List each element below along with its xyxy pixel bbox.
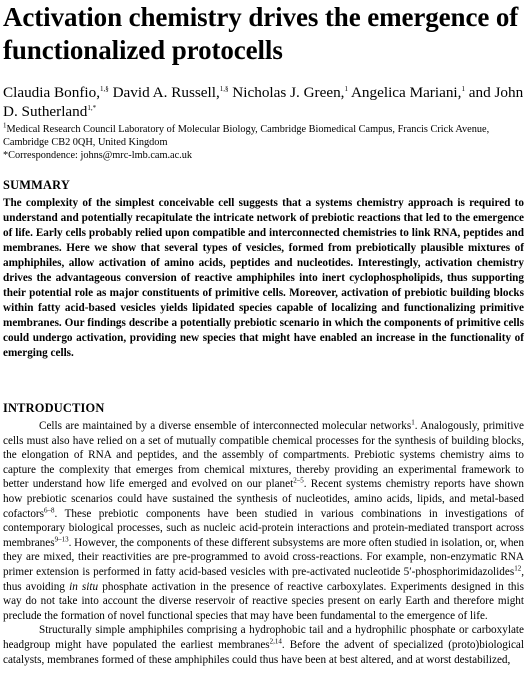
intro-paragraph-1 (3, 419, 524, 623)
summary-text: The complexity of the simplest conceivable cell suggests that a systems chemistry approach is required to understand and potentially recapitulate the intricate network of prebiotic reactions that led to the emergence of life. Early cells probably relied upon compatible and interconnected chemistries to link RNA, peptides and membranes. Here we show that several types of vesicles, formed from prebiotically plausible mixtures of amphiphiles, allow activation of amino acids, peptides and nucleotides. Interestingly, activation chemistry drives the advantageous conversion of reactive amphiphiles into inert cyclophospholipids, thus supporting their potential role as major constituents of primitive cells. Moreover, activation of prebiotic building blocks within fatty acid-based vesicles yields lipidated species capable of localizing and functionalizing primitive membranes. Our findings describe a potentially prebiotic scenario in which the components of primitive cells could undergo activation, providing new species that might have enabled an increase in the functionality of emerging cells. (3, 197, 524, 359)
text-run: , thus avoiding (3, 565, 524, 593)
summary-heading: SUMMARY (3, 178, 71, 192)
text-run: . However, the components of these different subsystems are more often studied in isolation, or, when they are mixed, their reactivities are pre-programmed to avoid cross-reactions. For example, non-enzymatic RNA primer extension is performed in fatty acid-based vesicles with pre-activated nucleotide 5′-phosphorimidazolides (3, 536, 524, 578)
introduction-body (3, 419, 524, 667)
author-list (3, 83, 524, 121)
author-name: Claudia Bonfio, (3, 84, 101, 101)
affiliation-marker: 1 (3, 121, 7, 130)
text-run: . Analogously, primitive cells must also have relied on a set of mutually compatible chemical processes for the synthesis of building blocks, the elongation of RNA and peptides, and the assembly of compartments. Prebiotic systems chemistry aims to capture the complexity that emerges from chemical mixtures, thereby providing an experimental framework to better understand how life emerged and evolved on our planet (3, 420, 524, 491)
introduction-heading: INTRODUCTION (3, 401, 105, 415)
citation-superscript: 12 (514, 564, 522, 573)
author-affiliation-marker: 1 (461, 84, 465, 93)
citation-superscript: 1 (411, 418, 415, 427)
intro-paragraph-2 (3, 623, 524, 667)
author-name: David A. Russell, (112, 84, 220, 101)
correspondence: *Correspondence: johns@mrc-lmb.cam.ac.uk (3, 150, 193, 161)
text-run: . Recent systems chemistry reports have shown how prebiotic scenarios could have sustained the synthesis of nucleotides, amino acids, lipids, and metal-based cofactors (3, 478, 524, 520)
author-name: Nicholas J. Green, (232, 84, 345, 101)
author-name: John D. Sutherland (3, 84, 524, 120)
text-run: Cells are maintained by a diverse ensemble of interconnected molecular networks (39, 420, 412, 432)
affiliation (3, 123, 524, 149)
citation-superscript: 2–5 (293, 476, 304, 485)
text-run: phosphate activation in the presence of reactive carboxylates. Experiments designed in this way do not take into account the diverse reservoir of reactive species present on early Earth and therefore might preclude the formation of novel functional species that may have been fundamental to the emergence of life. (3, 580, 524, 622)
text-run: . Before the advent of specialized (proto)biological catalysts, membranes formed of these amphiphiles could thus have been at best altered, and at worst destabilized, (3, 638, 524, 666)
citation-superscript: 6–8 (44, 505, 55, 514)
affiliation-text: Medical Research Council Laboratory of Molecular Biology, Cambridge Biomedical Campus, Francis Crick Avenue, Cambridge CB2 0QH, United Kingdom (3, 124, 490, 148)
author-name: Angelica Mariani, (350, 84, 462, 101)
text-run: Structurally simple amphiphiles comprising a hydrophobic tail and a hydrophilic phosphate or carboxylate headgroup might have populated the earliest membranes (3, 624, 524, 651)
paper-title: Activation chemistry drives the emergence of functionalized protocells (3, 2, 519, 65)
citation-superscript: 9–13 (54, 535, 69, 544)
italic-text: in situ (69, 580, 99, 593)
citation-superscript: 2,14 (269, 637, 282, 646)
author-separator: and (464, 84, 495, 101)
author-affiliation-marker: 1,§ (219, 84, 229, 93)
author-affiliation-marker: 1,* (87, 103, 97, 112)
text-run: . These prebiotic components have been studied in various combinations in investigations of contemporary biological processes, such as nucleic acid-protein interactions and protein-mediated transport across membranes (3, 507, 524, 549)
author-affiliation-marker: 1,§ (100, 84, 109, 93)
author-affiliation-marker: 1 (344, 84, 348, 93)
